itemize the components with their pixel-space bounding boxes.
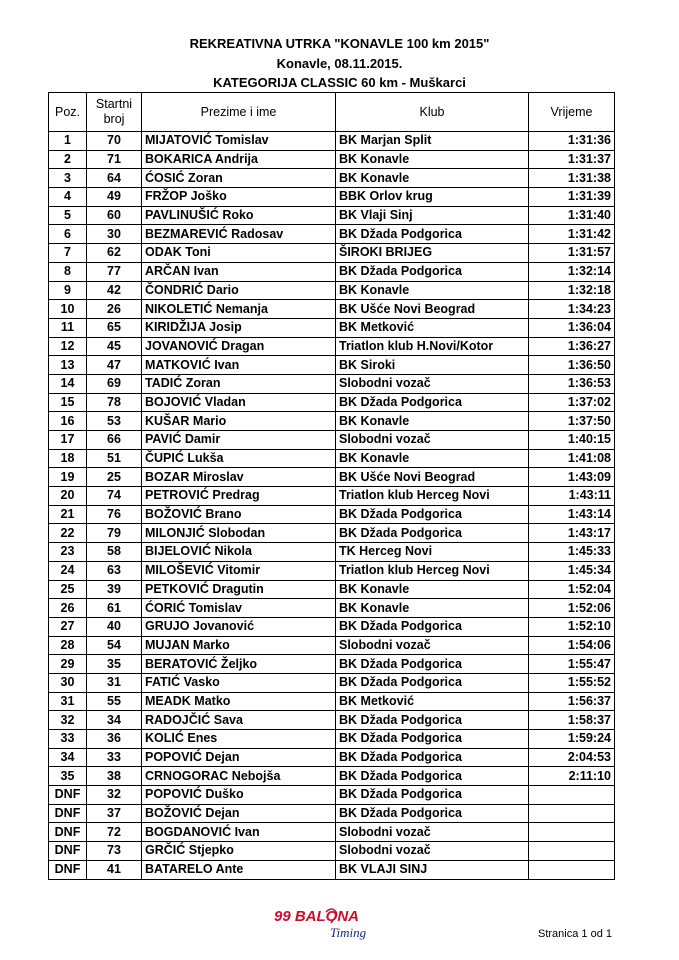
- table-row: [49, 337, 615, 356]
- cell-bib: 54: [87, 636, 142, 655]
- cell-club: Slobodni vozač: [336, 823, 529, 842]
- cell-club: BK Džada Podgorica: [336, 673, 529, 692]
- cell-time: [529, 823, 615, 842]
- cell-name: BERATOVIĆ Željko: [142, 655, 336, 674]
- cell-position: 13: [49, 356, 87, 375]
- cell-club: BK Marjan Split: [336, 132, 529, 151]
- cell-position: 6: [49, 225, 87, 244]
- cell-bib: 73: [87, 842, 142, 861]
- cell-position: 4: [49, 188, 87, 207]
- cell-name: PETKOVIĆ Dragutin: [142, 580, 336, 599]
- cell-time: 1:31:57: [529, 244, 615, 263]
- cell-time: 1:31:36: [529, 132, 615, 151]
- cell-club: BK Džada Podgorica: [336, 225, 529, 244]
- col-header-bib-line1: Startni: [95, 97, 133, 111]
- cell-name: GRČIĆ Stjepko: [142, 842, 336, 861]
- cell-time: 1:31:38: [529, 169, 615, 188]
- cell-club: BK Ušće Novi Beograd: [336, 300, 529, 319]
- cell-time: 1:52:04: [529, 580, 615, 599]
- cell-club: BK Džada Podgorica: [336, 748, 529, 767]
- col-header-club: Klub: [336, 93, 529, 132]
- cell-name: BOŽOVIĆ Dejan: [142, 804, 336, 823]
- cell-name: CRNOGORAC Nebojša: [142, 767, 336, 786]
- cell-name: BOZAR Miroslav: [142, 468, 336, 487]
- table-row: [49, 132, 615, 151]
- cell-bib: 38: [87, 767, 142, 786]
- cell-club: BK Konavle: [336, 281, 529, 300]
- col-header-bib: [87, 93, 142, 132]
- cell-name: NIKOLETIĆ Nemanja: [142, 300, 336, 319]
- cell-time: [529, 860, 615, 879]
- cell-club: BK Džada Podgorica: [336, 730, 529, 749]
- cell-club: Triatlon klub Herceg Novi: [336, 487, 529, 506]
- cell-time: 1:43:11: [529, 487, 615, 506]
- cell-position: 21: [49, 505, 87, 524]
- cell-position: 3: [49, 169, 87, 188]
- timing-logo: [268, 904, 408, 944]
- header-row: [49, 93, 615, 132]
- table-row: [49, 356, 615, 375]
- table-row: [49, 225, 615, 244]
- cell-name: ĆOSIĆ Zoran: [142, 169, 336, 188]
- cell-bib: 77: [87, 262, 142, 281]
- cell-time: 1:31:39: [529, 188, 615, 207]
- cell-position: 5: [49, 206, 87, 225]
- cell-position: 35: [49, 767, 87, 786]
- cell-club: TK Herceg Novi: [336, 543, 529, 562]
- cell-time: 1:36:53: [529, 374, 615, 393]
- cell-time: 1:52:06: [529, 599, 615, 618]
- cell-club: BK Džada Podgorica: [336, 393, 529, 412]
- cell-name: BOŽOVIĆ Brano: [142, 505, 336, 524]
- table-row: [49, 300, 615, 319]
- table-row: [49, 804, 615, 823]
- document-subtitle: Konavle, 08.11.2015.: [276, 56, 403, 71]
- cell-name: ĆORIĆ Tomislav: [142, 599, 336, 618]
- cell-name: FATIĆ Vasko: [142, 673, 336, 692]
- cell-position: 7: [49, 244, 87, 263]
- cell-position: 25: [49, 580, 87, 599]
- cell-time: 1:43:17: [529, 524, 615, 543]
- cell-name: PAVLINUŠIĆ Roko: [142, 206, 336, 225]
- cell-club: BK Džada Podgorica: [336, 262, 529, 281]
- cell-bib: 62: [87, 244, 142, 263]
- cell-name: KUŠAR Mario: [142, 412, 336, 431]
- cell-name: BATARELO Ante: [142, 860, 336, 879]
- table-row: [49, 318, 615, 337]
- cell-time: 1:56:37: [529, 692, 615, 711]
- cell-name: MIJATOVIĆ Tomislav: [142, 132, 336, 151]
- table-row: [49, 673, 615, 692]
- table-row: [49, 786, 615, 805]
- cell-time: 1:31:37: [529, 150, 615, 169]
- logo-sub-text: Timing: [330, 925, 367, 940]
- table-row: [49, 823, 615, 842]
- cell-position: DNF: [49, 804, 87, 823]
- col-header-pos: Poz.: [49, 93, 87, 132]
- cell-name: BIJELOVIĆ Nikola: [142, 543, 336, 562]
- cell-bib: 53: [87, 412, 142, 431]
- cell-name: FRŽOP Joško: [142, 188, 336, 207]
- cell-club: BK Džada Podgorica: [336, 767, 529, 786]
- cell-time: [529, 786, 615, 805]
- cell-club: Slobodni vozač: [336, 374, 529, 393]
- cell-position: 22: [49, 524, 87, 543]
- table-row: [49, 393, 615, 412]
- cell-position: 34: [49, 748, 87, 767]
- cell-bib: 33: [87, 748, 142, 767]
- cell-name: BOKARICA Andrija: [142, 150, 336, 169]
- cell-bib: 26: [87, 300, 142, 319]
- cell-bib: 35: [87, 655, 142, 674]
- cell-position: 27: [49, 617, 87, 636]
- category-title: KATEGORIJA CLASSIC 60 km - Muškarci: [213, 75, 466, 90]
- cell-club: BK Konavle: [336, 599, 529, 618]
- cell-bib: 61: [87, 599, 142, 618]
- cell-time: 2:11:10: [529, 767, 615, 786]
- cell-bib: 37: [87, 804, 142, 823]
- cell-time: 1:45:33: [529, 543, 615, 562]
- table-row: [49, 692, 615, 711]
- cell-bib: 69: [87, 374, 142, 393]
- cell-position: 30: [49, 673, 87, 692]
- cell-bib: 25: [87, 468, 142, 487]
- cell-bib: 32: [87, 786, 142, 805]
- cell-position: DNF: [49, 842, 87, 861]
- cell-club: BK Konavle: [336, 580, 529, 599]
- cell-name: KOLIĆ Enes: [142, 730, 336, 749]
- cell-position: 2: [49, 150, 87, 169]
- cell-position: 24: [49, 561, 87, 580]
- col-header-bib-line2: broj: [103, 112, 125, 126]
- table-row: [49, 412, 615, 431]
- cell-time: 1:36:04: [529, 318, 615, 337]
- cell-bib: 79: [87, 524, 142, 543]
- cell-club: BK Džada Podgorica: [336, 786, 529, 805]
- cell-position: 19: [49, 468, 87, 487]
- cell-bib: 41: [87, 860, 142, 879]
- cell-bib: 49: [87, 188, 142, 207]
- cell-position: 14: [49, 374, 87, 393]
- table-row: [49, 262, 615, 281]
- logo-main-text: 99 BALONA: [274, 908, 360, 925]
- cell-time: [529, 842, 615, 861]
- cell-name: MILONJIĆ Slobodan: [142, 524, 336, 543]
- table-row: [49, 561, 615, 580]
- cell-time: 1:52:10: [529, 617, 615, 636]
- cell-bib: 31: [87, 673, 142, 692]
- cell-bib: 64: [87, 169, 142, 188]
- cell-time: 1:41:08: [529, 449, 615, 468]
- cell-bib: 71: [87, 150, 142, 169]
- cell-position: 17: [49, 431, 87, 450]
- table-row: [49, 636, 615, 655]
- cell-bib: 47: [87, 356, 142, 375]
- cell-name: KIRIDŽIJA Josip: [142, 318, 336, 337]
- cell-position: 20: [49, 487, 87, 506]
- cell-name: MEADK Matko: [142, 692, 336, 711]
- table-row: [49, 767, 615, 786]
- cell-time: 1:43:09: [529, 468, 615, 487]
- cell-club: Slobodni vozač: [336, 842, 529, 861]
- cell-time: 1:31:40: [529, 206, 615, 225]
- table-row: [49, 468, 615, 487]
- cell-position: 9: [49, 281, 87, 300]
- cell-bib: 63: [87, 561, 142, 580]
- cell-position: 15: [49, 393, 87, 412]
- cell-club: Triatlon klub Herceg Novi: [336, 561, 529, 580]
- cell-name: ODAK Toni: [142, 244, 336, 263]
- table-row: [49, 730, 615, 749]
- cell-name: MATKOVIĆ Ivan: [142, 356, 336, 375]
- cell-name: ARČAN Ivan: [142, 262, 336, 281]
- cell-name: RADOJČIĆ Sava: [142, 711, 336, 730]
- cell-name: JOVANOVIĆ Dragan: [142, 337, 336, 356]
- cell-name: PETROVIĆ Predrag: [142, 487, 336, 506]
- cell-time: 1:55:47: [529, 655, 615, 674]
- table-row: [49, 524, 615, 543]
- cell-club: BK Metković: [336, 318, 529, 337]
- cell-time: 1:32:14: [529, 262, 615, 281]
- cell-position: 26: [49, 599, 87, 618]
- cell-name: POPOVIĆ Dejan: [142, 748, 336, 767]
- table-row: [49, 617, 615, 636]
- table-row: [49, 374, 615, 393]
- cell-position: 10: [49, 300, 87, 319]
- table-row: [49, 244, 615, 263]
- cell-bib: 42: [87, 281, 142, 300]
- cell-position: 18: [49, 449, 87, 468]
- cell-time: 1:43:14: [529, 505, 615, 524]
- cell-club: ŠIROKI BRIJEG: [336, 244, 529, 263]
- cell-club: BK Džada Podgorica: [336, 505, 529, 524]
- cell-position: 31: [49, 692, 87, 711]
- cell-name: ČUPIĆ Lukša: [142, 449, 336, 468]
- cell-bib: 76: [87, 505, 142, 524]
- cell-name: BOGDANOVIĆ Ivan: [142, 823, 336, 842]
- cell-position: DNF: [49, 823, 87, 842]
- cell-club: BK Konavle: [336, 150, 529, 169]
- cell-name: ČONDRIĆ Dario: [142, 281, 336, 300]
- table-row: [49, 281, 615, 300]
- cell-position: DNF: [49, 786, 87, 805]
- table-row: [49, 580, 615, 599]
- cell-position: 33: [49, 730, 87, 749]
- cell-bib: 74: [87, 487, 142, 506]
- cell-name: POPOVIĆ Duško: [142, 786, 336, 805]
- cell-time: 1:31:42: [529, 225, 615, 244]
- cell-time: 1:55:52: [529, 673, 615, 692]
- cell-position: 16: [49, 412, 87, 431]
- cell-club: BK VLAJI SINJ: [336, 860, 529, 879]
- cell-name: MUJAN Marko: [142, 636, 336, 655]
- cell-time: 1:32:18: [529, 281, 615, 300]
- cell-time: 1:40:15: [529, 431, 615, 450]
- cell-time: 2:04:53: [529, 748, 615, 767]
- cell-name: BEZMAREVIĆ Radosav: [142, 225, 336, 244]
- cell-club: Slobodni vozač: [336, 636, 529, 655]
- cell-club: Slobodni vozač: [336, 431, 529, 450]
- cell-name: BOJOVIĆ Vladan: [142, 393, 336, 412]
- table-row: [49, 655, 615, 674]
- document-title: REKREATIVNA UTRKA "KONAVLE 100 km 2015": [189, 36, 490, 51]
- cell-time: 1:34:23: [529, 300, 615, 319]
- table-row: [49, 748, 615, 767]
- cell-bib: 55: [87, 692, 142, 711]
- cell-club: BK Konavle: [336, 449, 529, 468]
- table-row: [49, 599, 615, 618]
- cell-position: 23: [49, 543, 87, 562]
- cell-bib: 51: [87, 449, 142, 468]
- cell-club: BK Vlaji Sinj: [336, 206, 529, 225]
- cell-bib: 78: [87, 393, 142, 412]
- table-row: [49, 188, 615, 207]
- table-row: [49, 487, 615, 506]
- cell-position: 1: [49, 132, 87, 151]
- cell-club: BK Džada Podgorica: [336, 804, 529, 823]
- cell-club: BBK Orlov krug: [336, 188, 529, 207]
- cell-bib: 30: [87, 225, 142, 244]
- table-row: [49, 711, 615, 730]
- cell-club: BK Džada Podgorica: [336, 711, 529, 730]
- table-row: [49, 842, 615, 861]
- page-number: Stranica 1 od 1: [538, 928, 612, 940]
- cell-time: 1:37:50: [529, 412, 615, 431]
- col-header-time: Vrijeme: [529, 93, 615, 132]
- cell-time: 1:37:02: [529, 393, 615, 412]
- cell-club: BK Konavle: [336, 412, 529, 431]
- table-row: [49, 150, 615, 169]
- cell-position: 32: [49, 711, 87, 730]
- cell-club: Triatlon klub H.Novi/Kotor: [336, 337, 529, 356]
- cell-club: BK Metković: [336, 692, 529, 711]
- cell-name: TADIĆ Zoran: [142, 374, 336, 393]
- cell-club: BK Ušće Novi Beograd: [336, 468, 529, 487]
- table-row: [49, 543, 615, 562]
- results-table: [48, 92, 615, 880]
- table-row: [49, 449, 615, 468]
- cell-name: MILOŠEVIĆ Vitomir: [142, 561, 336, 580]
- cell-position: 28: [49, 636, 87, 655]
- cell-position: DNF: [49, 860, 87, 879]
- cell-bib: 72: [87, 823, 142, 842]
- table-row: [49, 206, 615, 225]
- col-header-name: Prezime i ime: [142, 93, 336, 132]
- cell-club: BK Džada Podgorica: [336, 617, 529, 636]
- cell-club: BK Siroki: [336, 356, 529, 375]
- cell-position: 8: [49, 262, 87, 281]
- cell-bib: 60: [87, 206, 142, 225]
- table-row: [49, 860, 615, 879]
- cell-time: 1:45:34: [529, 561, 615, 580]
- cell-bib: 34: [87, 711, 142, 730]
- cell-club: BK Džada Podgorica: [336, 655, 529, 674]
- cell-time: [529, 804, 615, 823]
- cell-bib: 65: [87, 318, 142, 337]
- cell-bib: 36: [87, 730, 142, 749]
- cell-time: 1:58:37: [529, 711, 615, 730]
- cell-club: BK Džada Podgorica: [336, 524, 529, 543]
- table-row: [49, 505, 615, 524]
- cell-position: 12: [49, 337, 87, 356]
- cell-position: 29: [49, 655, 87, 674]
- cell-position: 11: [49, 318, 87, 337]
- cell-bib: 66: [87, 431, 142, 450]
- cell-bib: 70: [87, 132, 142, 151]
- cell-time: 1:54:06: [529, 636, 615, 655]
- cell-name: GRUJO Jovanović: [142, 617, 336, 636]
- cell-name: PAVIĆ Damir: [142, 431, 336, 450]
- cell-time: 1:59:24: [529, 730, 615, 749]
- cell-bib: 58: [87, 543, 142, 562]
- table-row: [49, 431, 615, 450]
- cell-bib: 39: [87, 580, 142, 599]
- table-row: [49, 169, 615, 188]
- cell-bib: 40: [87, 617, 142, 636]
- cell-club: BK Konavle: [336, 169, 529, 188]
- cell-bib: 45: [87, 337, 142, 356]
- cell-time: 1:36:50: [529, 356, 615, 375]
- cell-time: 1:36:27: [529, 337, 615, 356]
